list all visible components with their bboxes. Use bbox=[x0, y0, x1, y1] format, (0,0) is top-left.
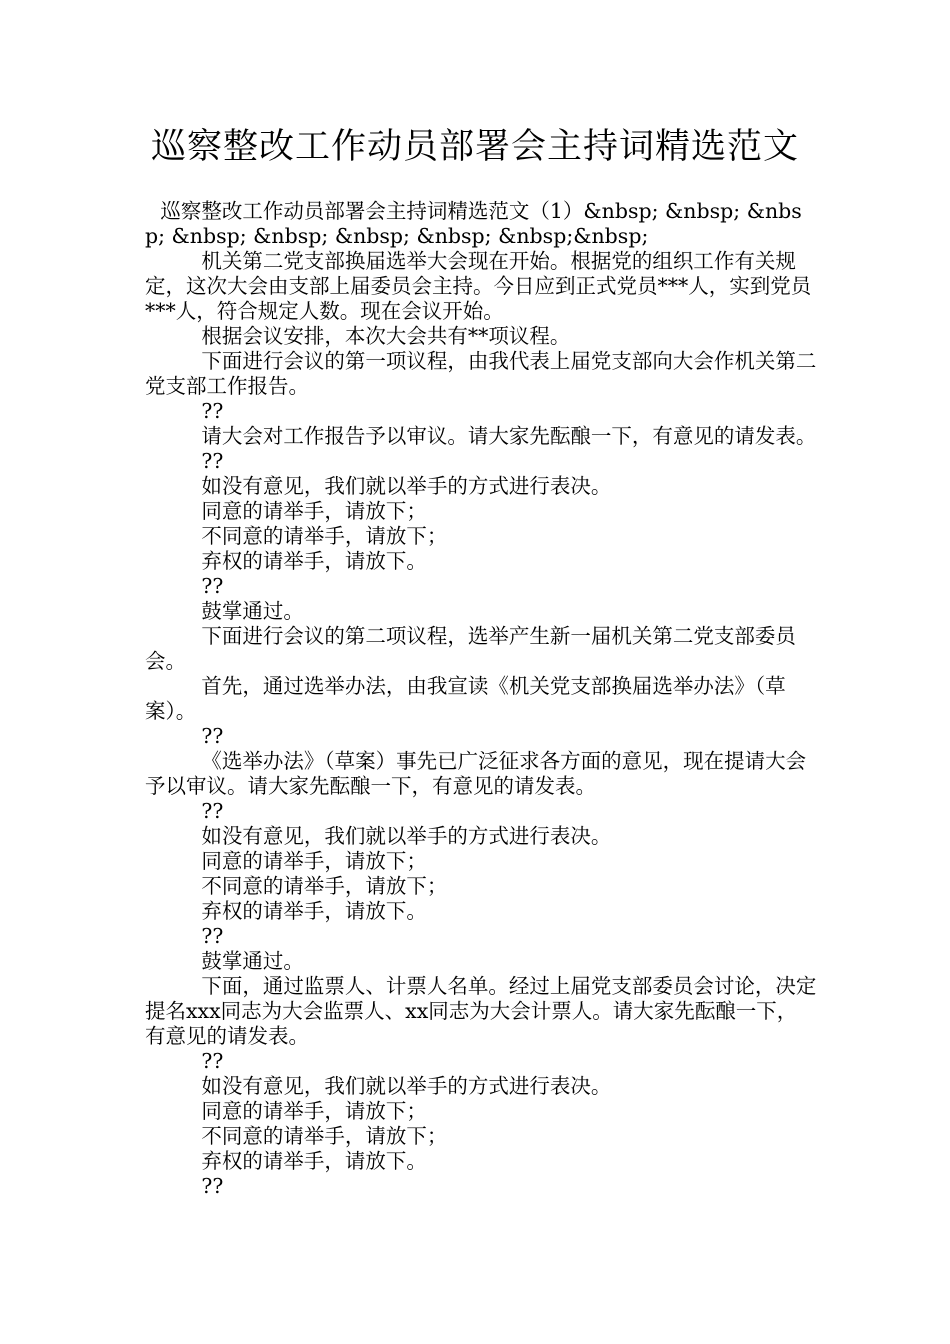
paragraph: 如没有意见，我们就以举手的方式进行表决。 bbox=[201, 474, 612, 498]
paragraph: ?? bbox=[201, 399, 224, 423]
paragraph: 弃权的请举手，请放下。 bbox=[201, 1149, 427, 1173]
paragraph: ?? bbox=[201, 574, 224, 598]
paragraph: 请大会对工作报告予以审议。请大家先酝酿一下，有意见的请发表。 bbox=[201, 424, 817, 448]
paragraph: ?? bbox=[201, 924, 224, 948]
document-body bbox=[145, 199, 817, 1199]
paragraph-heading-line: 巡察整改工作动员部署会主持词精选范文（1）&nbsp; &nbsp; &nbsp; &nbsp; &nbsp; &nbsp; &nbsp; &nbsp;&nbsp; bbox=[145, 199, 802, 248]
paragraph: 弃权的请举手，请放下。 bbox=[201, 899, 427, 923]
paragraph: 同意的请举手，请放下； bbox=[201, 1099, 427, 1123]
paragraph: 首先，通过选举办法，由我宣读《机关党支部换届选举办法》（草案）。 bbox=[145, 674, 786, 723]
paragraph: 下面进行会议的第二项议程，选举产生新一届机关第二党支部委员会。 bbox=[145, 624, 796, 673]
paragraph: 不同意的请举手，请放下； bbox=[201, 524, 448, 548]
paragraph: 不同意的请举手，请放下； bbox=[201, 874, 448, 898]
paragraph: ?? bbox=[201, 449, 224, 473]
paragraph: ?? bbox=[201, 799, 224, 823]
paragraph: 下面，通过监票人、计票人名单。经过上届党支部委员会讨论，决定提名xxx同志为大会监票人、xx同志为大会计票人。请大家先酝酿一下，有意见的请发表。 bbox=[145, 974, 817, 1048]
paragraph: 同意的请举手，请放下； bbox=[201, 849, 427, 873]
paragraph: 鼓掌通过。 bbox=[201, 949, 304, 973]
paragraph: 《选举办法》（草案）事先已广泛征求各方面的意见，现在提请大会予以审议。请大家先酝酿一下，有意见的请发表。 bbox=[145, 749, 807, 798]
paragraph: 不同意的请举手，请放下； bbox=[201, 1124, 448, 1148]
document-title: 巡察整改工作动员部署会主持词精选范文 bbox=[150, 127, 799, 167]
paragraph: 下面进行会议的第一项议程，由我代表上届党支部向大会作机关第二党支部工作报告。 bbox=[145, 349, 817, 398]
paragraph: 弃权的请举手，请放下。 bbox=[201, 549, 427, 573]
paragraph: ?? bbox=[201, 1049, 224, 1073]
paragraph: 根据会议安排，本次大会共有**项议程。 bbox=[201, 324, 571, 348]
paragraph: ?? bbox=[201, 724, 224, 748]
paragraph: 机关第二党支部换届选举大会现在开始。根据党的组织工作有关规定，这次大会由支部上届委员会主持。今日应到正式党员***人，实到党员***人，符合规定人数。现在会议开始。 bbox=[145, 249, 812, 323]
paragraph: 如没有意见，我们就以举手的方式进行表决。 bbox=[201, 824, 612, 848]
paragraph: ?? bbox=[201, 1174, 224, 1198]
paragraph: 如没有意见，我们就以举手的方式进行表决。 bbox=[201, 1074, 612, 1098]
paragraph: 鼓掌通过。 bbox=[201, 599, 304, 623]
paragraph: 同意的请举手，请放下； bbox=[201, 499, 427, 523]
